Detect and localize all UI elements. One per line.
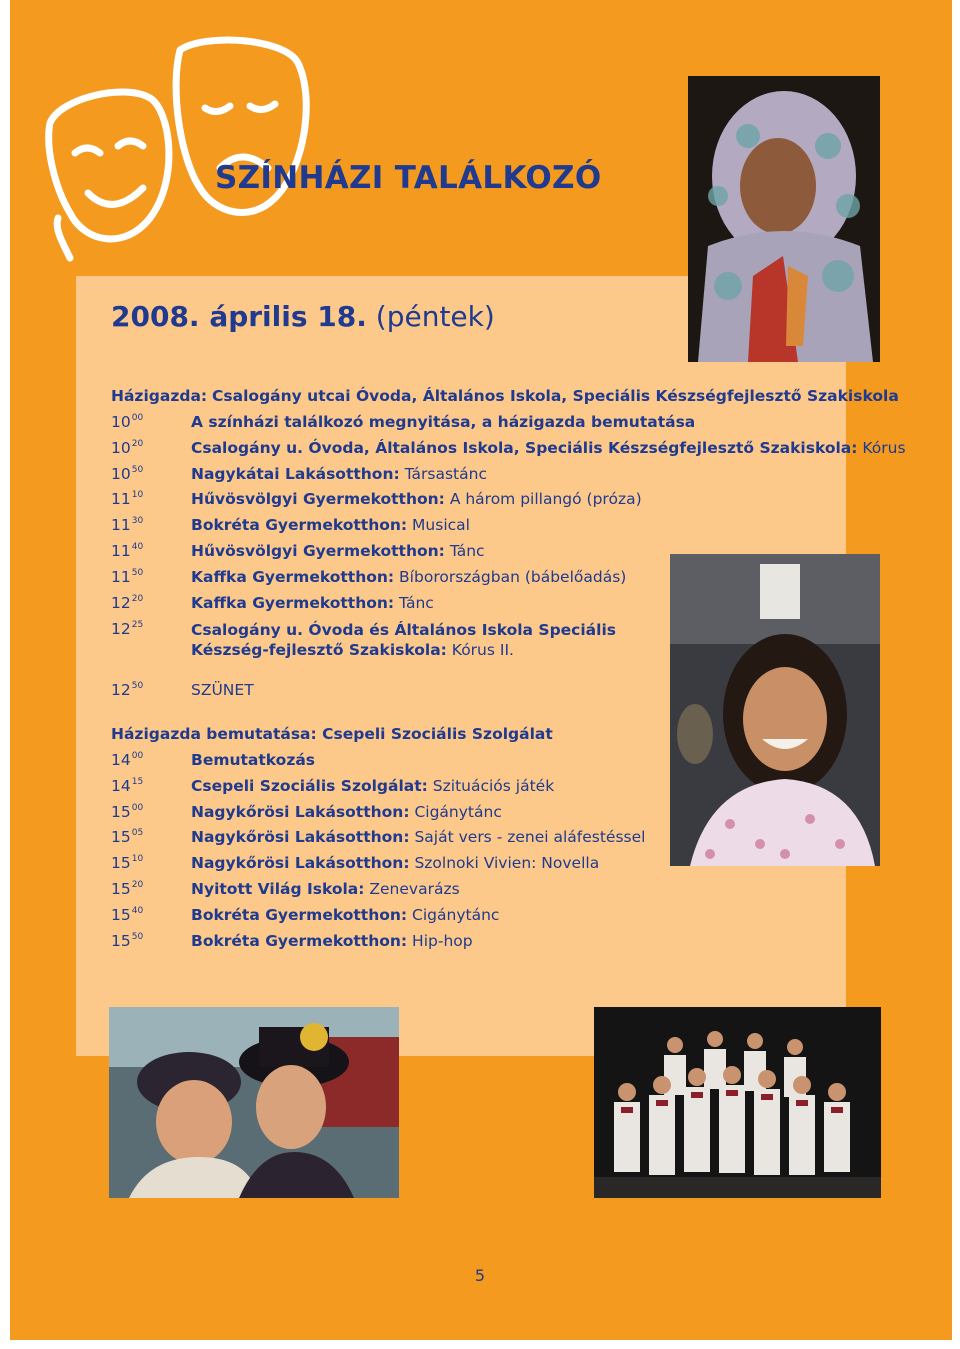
date-main: 2008. április 18. <box>111 300 367 333</box>
host-line <box>111 387 899 405</box>
time: $10^{20}$ <box>111 439 144 457</box>
time: $15^{20}$ <box>111 880 144 898</box>
photo-actors-hats <box>109 1007 399 1198</box>
time: $11^{40}$ <box>111 542 144 560</box>
program-item: Nagykőrösi Lakásotthon: Saját vers - zenei aláfestéssel <box>191 828 646 846</box>
time: $14^{00}$ <box>111 751 144 769</box>
program-item: Csalogány u. Óvoda, Általános Iskola, Speciális Készségfejlesztő Szakiskola: Kórus <box>191 439 906 457</box>
page-number: 5 <box>474 1266 486 1285</box>
time: $12^{50}$ <box>111 681 144 699</box>
host-label: Házigazda: <box>111 387 208 405</box>
date-day: (péntek) <box>375 300 495 333</box>
time: $15^{10}$ <box>111 854 144 872</box>
time: $15^{00}$ <box>111 803 144 821</box>
break-label: SZÜNET <box>191 681 254 699</box>
time: $15^{40}$ <box>111 906 144 924</box>
event-date <box>111 300 495 333</box>
program-item: Nagykőrösi Lakásotthon: Szolnoki Vivien: Novella <box>191 854 600 872</box>
program-item: Kaffka Gyermekotthon: Bíborországban (bábelőadás) <box>191 568 627 586</box>
program-item: Csalogány u. Óvoda és Általános Iskola Speciális Készség-fejlesztő Szakiskola: Kórus II. <box>191 621 616 659</box>
time: $15^{50}$ <box>111 932 144 950</box>
time: $10^{00}$ <box>111 413 144 431</box>
program-item: Bemutatkozás <box>191 751 316 769</box>
program-item: Hűvösvölgyi Gyermekotthon: Tánc <box>191 542 485 560</box>
time: $12^{25}$ <box>111 620 144 638</box>
theatre-masks-icon <box>30 28 310 263</box>
program-item: Csepeli Szociális Szolgálat: Szituációs játék <box>191 777 555 795</box>
program-item: Nagykőrösi Lakásotthon: Cigánytánc <box>191 803 502 821</box>
photo-furry-costume <box>688 76 880 362</box>
program-item: Bokréta Gyermekotthon: Cigánytánc <box>191 906 500 924</box>
program-item: Nagykátai Lakásotthon: Társastánc <box>191 465 487 483</box>
time: $10^{50}$ <box>111 465 144 483</box>
host-name: Csalogány utcai Óvoda, Általános Iskola, Speciális Készségfejlesztő Szakiskola <box>212 387 899 405</box>
program-item: Bokréta Gyermekotthon: Hip-hop <box>191 932 473 950</box>
program-item: Bokréta Gyermekotthon: Musical <box>191 516 470 534</box>
time: $12^{20}$ <box>111 594 144 612</box>
photo-choir <box>594 1007 881 1198</box>
host2-line: Házigazda bemutatása: Csepeli Szociális Szolgálat <box>111 725 553 743</box>
time: $11^{10}$ <box>111 490 144 508</box>
time: $11^{30}$ <box>111 516 144 534</box>
program-item: A színházi találkozó megnyitása, a házigazda bemutatása <box>191 413 696 431</box>
program-item: Kaffka Gyermekotthon: Tánc <box>191 594 434 612</box>
time: $15^{05}$ <box>111 828 144 846</box>
photo-smiling-girl <box>670 554 880 866</box>
program-item: Nyitott Világ Iskola: Zenevarázs <box>191 880 460 898</box>
page-title: SZÍNHÁZI TALÁLKOZÓ <box>215 160 602 196</box>
time: $14^{15}$ <box>111 777 144 795</box>
time: $11^{50}$ <box>111 568 144 586</box>
program-item: Hűvösvölgyi Gyermekotthon: A három pillangó (próza) <box>191 490 642 508</box>
